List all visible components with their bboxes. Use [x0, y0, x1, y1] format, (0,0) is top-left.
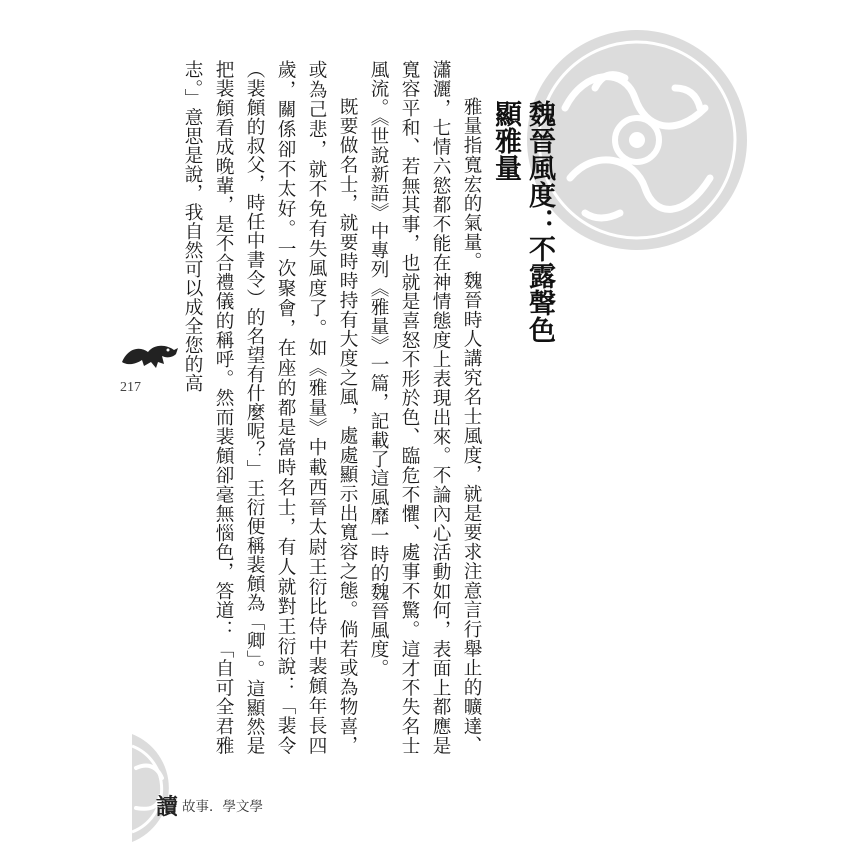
series-name: 故事．學文學: [182, 799, 263, 815]
body-text: [182, 60, 487, 755]
dragon-roundel-icon: [525, 28, 750, 253]
chapter-title: 魏晉風度：不露聲色顯雅量: [490, 100, 555, 343]
page-number: 217: [120, 380, 141, 395]
paragraph-1: 雅量指寬宏的氣量。魏晉時人講究名士風度，就是要求注意言行舉止的曠達、瀟灑，七情六慾都不能在神情態度上表現出來。不論內心活動如何，表面上都應是寬容平和、若無其事，也就是喜怒不形於色、臨危不懼、處事不驚。這才不失名士風流。《世說新語》中專列《雅量》一篇，記載了這風靡一時的魏晉風度。: [368, 60, 482, 755]
series-logo-char: 讀: [156, 794, 179, 820]
half-roundel-seal-icon: [112, 728, 222, 848]
paragraph-2: 既要做名士，就要時時持有大度之風，處處顯示出寬容之態。倘若或為物喜，或為己悲，就不免有失風度了。如《雅量》中載西晉太尉王衍比侍中裴頠年長四歲，關係卻不太好。一次聚會，在座的都是當時名士，有人就對王衍說：「裴令（裴頠的叔父，時任中書令）的名望有什麼呢？」王衍便稱裴頠為「卿」。這顯然是把裴頠看成晚輩，是不合禮儀的稱呼。然而裴頠卻毫無惱色，答道：「自可全君雅志。」意思是說，我自然可以成全您的高: [182, 60, 358, 755]
mythical-beast-icon: [118, 338, 180, 372]
